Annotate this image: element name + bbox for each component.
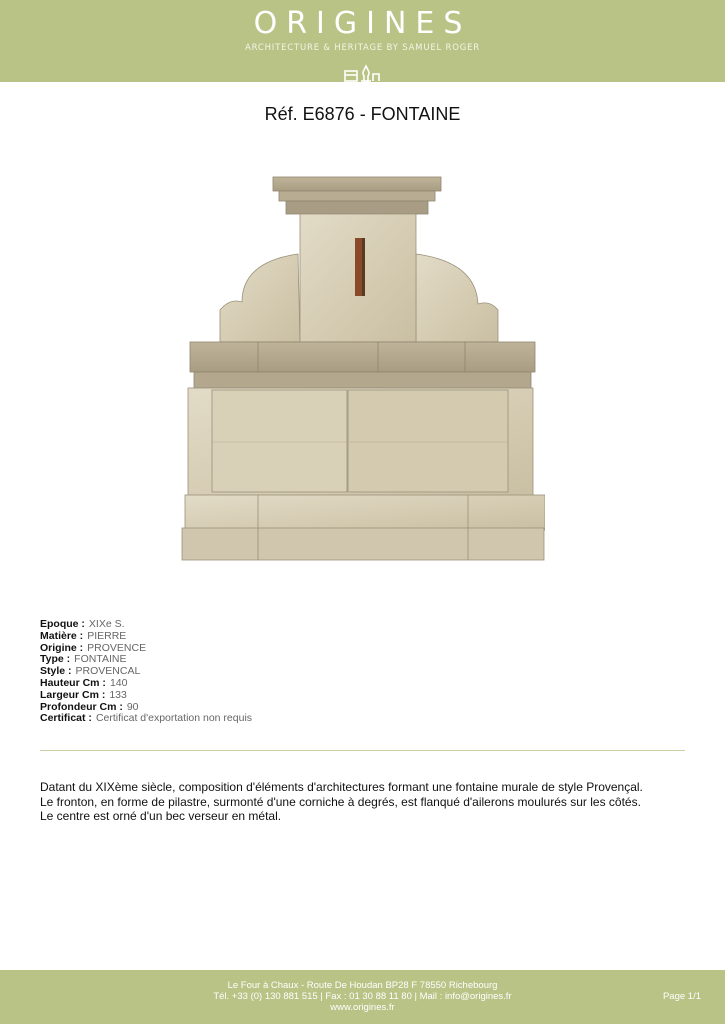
spec-value: 133 [109, 688, 127, 701]
specs-list [40, 619, 252, 725]
spec-origine [40, 643, 252, 655]
footer-phone-mail: Tél. +33 (0) 130 881 515 | Fax : 01 30 88 11 80 | Mail : info@origines.fr [213, 991, 512, 1002]
footer-address: Le Four à Chaux - Route De Houdan BP28 F 78550 Richebourg [227, 980, 498, 991]
spec-value: 90 [126, 700, 139, 713]
footer-contact [0, 980, 725, 1013]
brand-logo: ORIGINES [253, 6, 472, 41]
spec-label: Origine : [40, 641, 84, 654]
page-header [0, 0, 725, 82]
spec-value: Certificat d'exportation non requis [95, 712, 253, 725]
description-line: Datant du XIXème siècle, composition d'éléments d'architectures formant une fontaine murale de style Provençal. [40, 780, 643, 794]
spec-value: PROVENCE [87, 641, 147, 654]
spec-certificat [40, 713, 252, 725]
brand-tagline: ARCHITECTURE & HERITAGE BY SAMUEL ROGER [244, 43, 481, 53]
description-line: Le centre est orné d'un bec verseur en métal. [40, 809, 282, 823]
spec-label: Matière : [40, 629, 84, 642]
spec-value: PROVENCAL [75, 665, 141, 678]
page-footer [0, 970, 725, 1024]
spec-label: Style : [40, 665, 72, 678]
spec-label: Largeur Cm : [40, 688, 106, 701]
spec-label: Type : [40, 653, 71, 666]
spec-value: XIXe S. [88, 618, 125, 630]
stone-fountain-image [180, 170, 545, 565]
section-divider [40, 750, 685, 751]
spec-label: Certificat : [40, 712, 92, 725]
spec-label: Profondeur Cm : [40, 700, 123, 713]
furniture-vase-icon [340, 62, 384, 84]
spec-label: Hauteur Cm : [40, 676, 106, 689]
page-title: Réf. E6876 - FONTAINE [264, 104, 461, 124]
spec-value: 140 [109, 676, 128, 689]
page-number: Page 1/1 [662, 991, 701, 1002]
spec-value: FONTAINE [74, 653, 127, 666]
spec-label: Epoque : [40, 618, 85, 630]
spec-value: PIERRE [87, 629, 127, 642]
footer-website-link[interactable]: www.origines.fr [330, 1002, 395, 1013]
description-line: Le fronton, en forme de pilastre, surmonté d'une corniche à degrés, est flanqué d'ailerons moulurés sur les côtés. [40, 794, 641, 809]
description-text [40, 780, 700, 824]
